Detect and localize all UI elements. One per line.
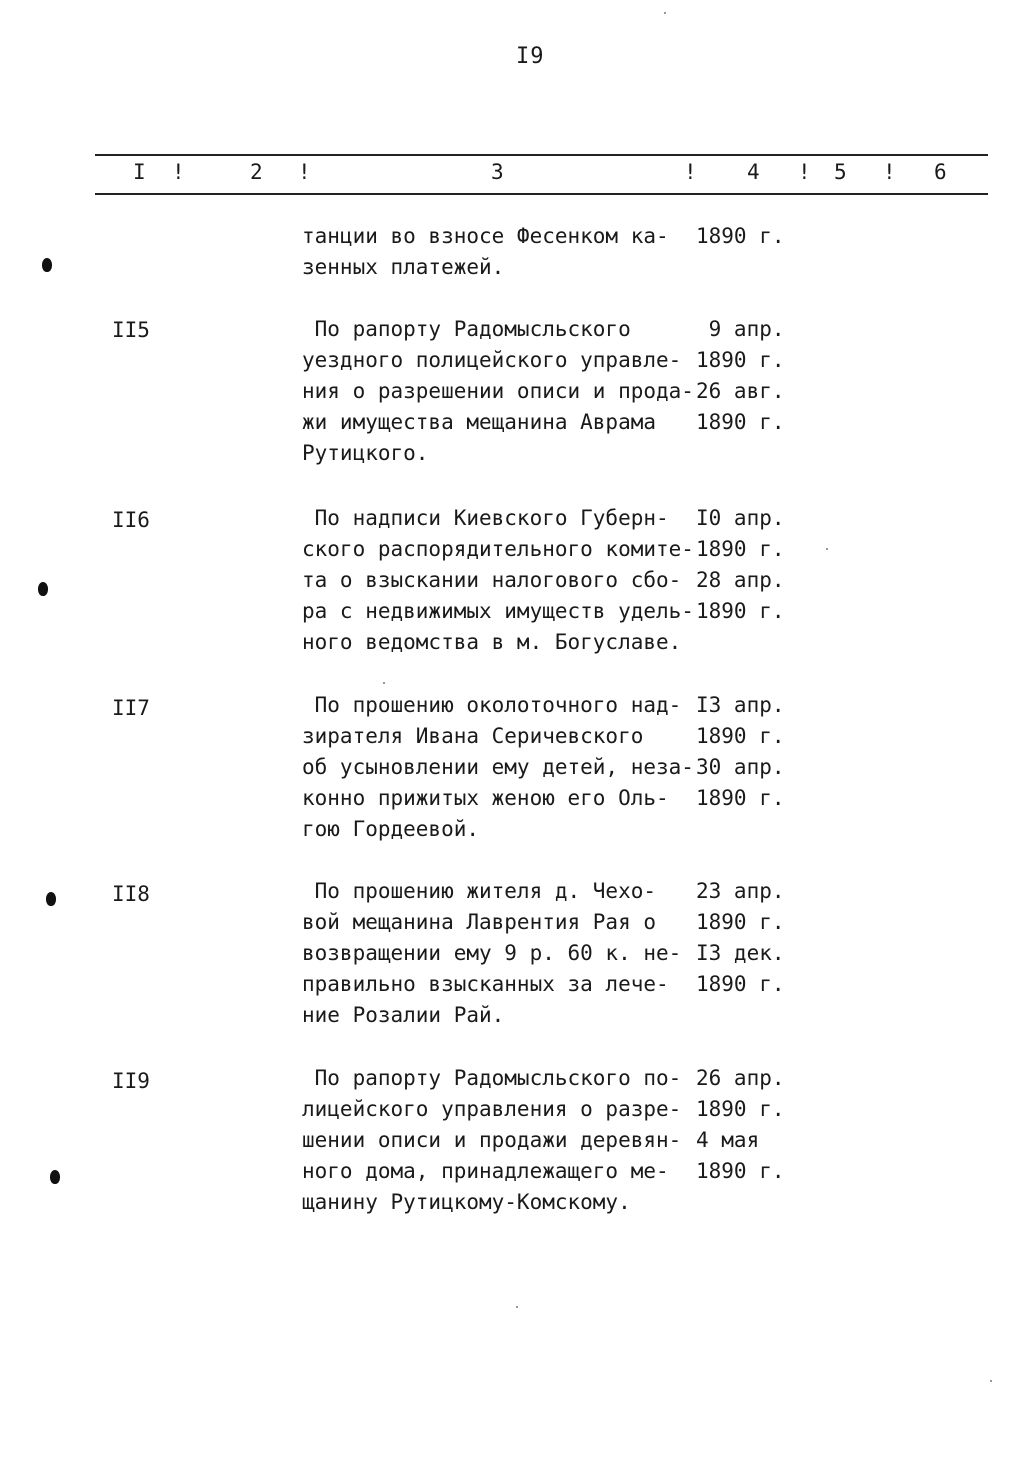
column-separator: ! <box>883 160 896 184</box>
row-dates: I0 апр. 1890 г. 28 апр. 1890 г. <box>696 506 785 623</box>
row-dates: 9 апр. 1890 г. 26 авг. 1890 г. <box>696 317 785 434</box>
column-separator: ! <box>298 160 311 184</box>
column-separator: ! <box>172 160 185 184</box>
row-number: II8 <box>112 882 150 906</box>
scan-speck <box>664 12 666 14</box>
column-separator: ! <box>798 160 811 184</box>
row-dates: 26 апр. 1890 г. 4 мая 1890 г. <box>696 1066 785 1183</box>
column-header-6: 6 <box>934 160 947 184</box>
column-header-5: 5 <box>834 160 847 184</box>
row-description: По прошению околоточного над- зирателя Ивана Серичевского об усыновлении ему детей, неза- конно прижитых женою его Оль- гою Гордеевой. <box>302 693 694 841</box>
row-description: По рапорту Радомысльского уездного полицейского управле- ния о разрешении описи и прода- жи имущества мещанина Аврама Рутицкого. <box>302 317 694 465</box>
punch-hole-mark <box>46 892 56 906</box>
row-number: II9 <box>112 1069 150 1093</box>
scan-speck <box>826 548 828 550</box>
column-separator: ! <box>684 160 697 184</box>
row-description: По прошению жителя д. Чехо- вой мещанина Лаврентия Рая о возвращении ему 9 р. 60 к. не- правильно взысканных за лече- ние Розалии Рай. <box>302 879 682 1027</box>
row-dates: I3 апр. 1890 г. 30 апр. 1890 г. <box>696 693 785 810</box>
column-header-2: 2 <box>250 160 263 184</box>
punch-hole-mark <box>50 1170 60 1184</box>
row-dates: 23 апр. 1890 г. I3 дек. 1890 г. <box>696 879 785 996</box>
row-number: II6 <box>112 508 150 532</box>
scan-speck <box>990 1380 992 1382</box>
table-header-rule-top <box>95 154 988 156</box>
scan-speck <box>516 1306 518 1308</box>
row-description: По рапорту Радомысльского по- лицейского управления о разре- шении описи и продажи деревян- ного дома, принадлежащего ме- щанину Рутицкому-Комскому. <box>302 1066 682 1214</box>
punch-hole-mark <box>38 582 48 596</box>
row-number: II5 <box>112 318 150 342</box>
row-description: По надписи Киевского Губерн- ского распорядительного комите- та о взыскании налогового сбо- ра с недвижимых имуществ удель- ного ведомства в м. Богуславе. <box>302 506 694 654</box>
row-number: II7 <box>112 696 150 720</box>
page-number: I9 <box>516 44 545 69</box>
punch-hole-mark <box>42 258 52 272</box>
row-dates: 1890 г. <box>696 224 785 248</box>
column-header-3: 3 <box>491 160 504 184</box>
column-header-1: I <box>133 160 146 184</box>
column-header-4: 4 <box>747 160 760 184</box>
scan-speck <box>383 682 385 684</box>
row-description: танции во взносе Фесенком ка- зенных платежей. <box>302 224 669 279</box>
table-header-rule-bottom <box>95 193 988 195</box>
